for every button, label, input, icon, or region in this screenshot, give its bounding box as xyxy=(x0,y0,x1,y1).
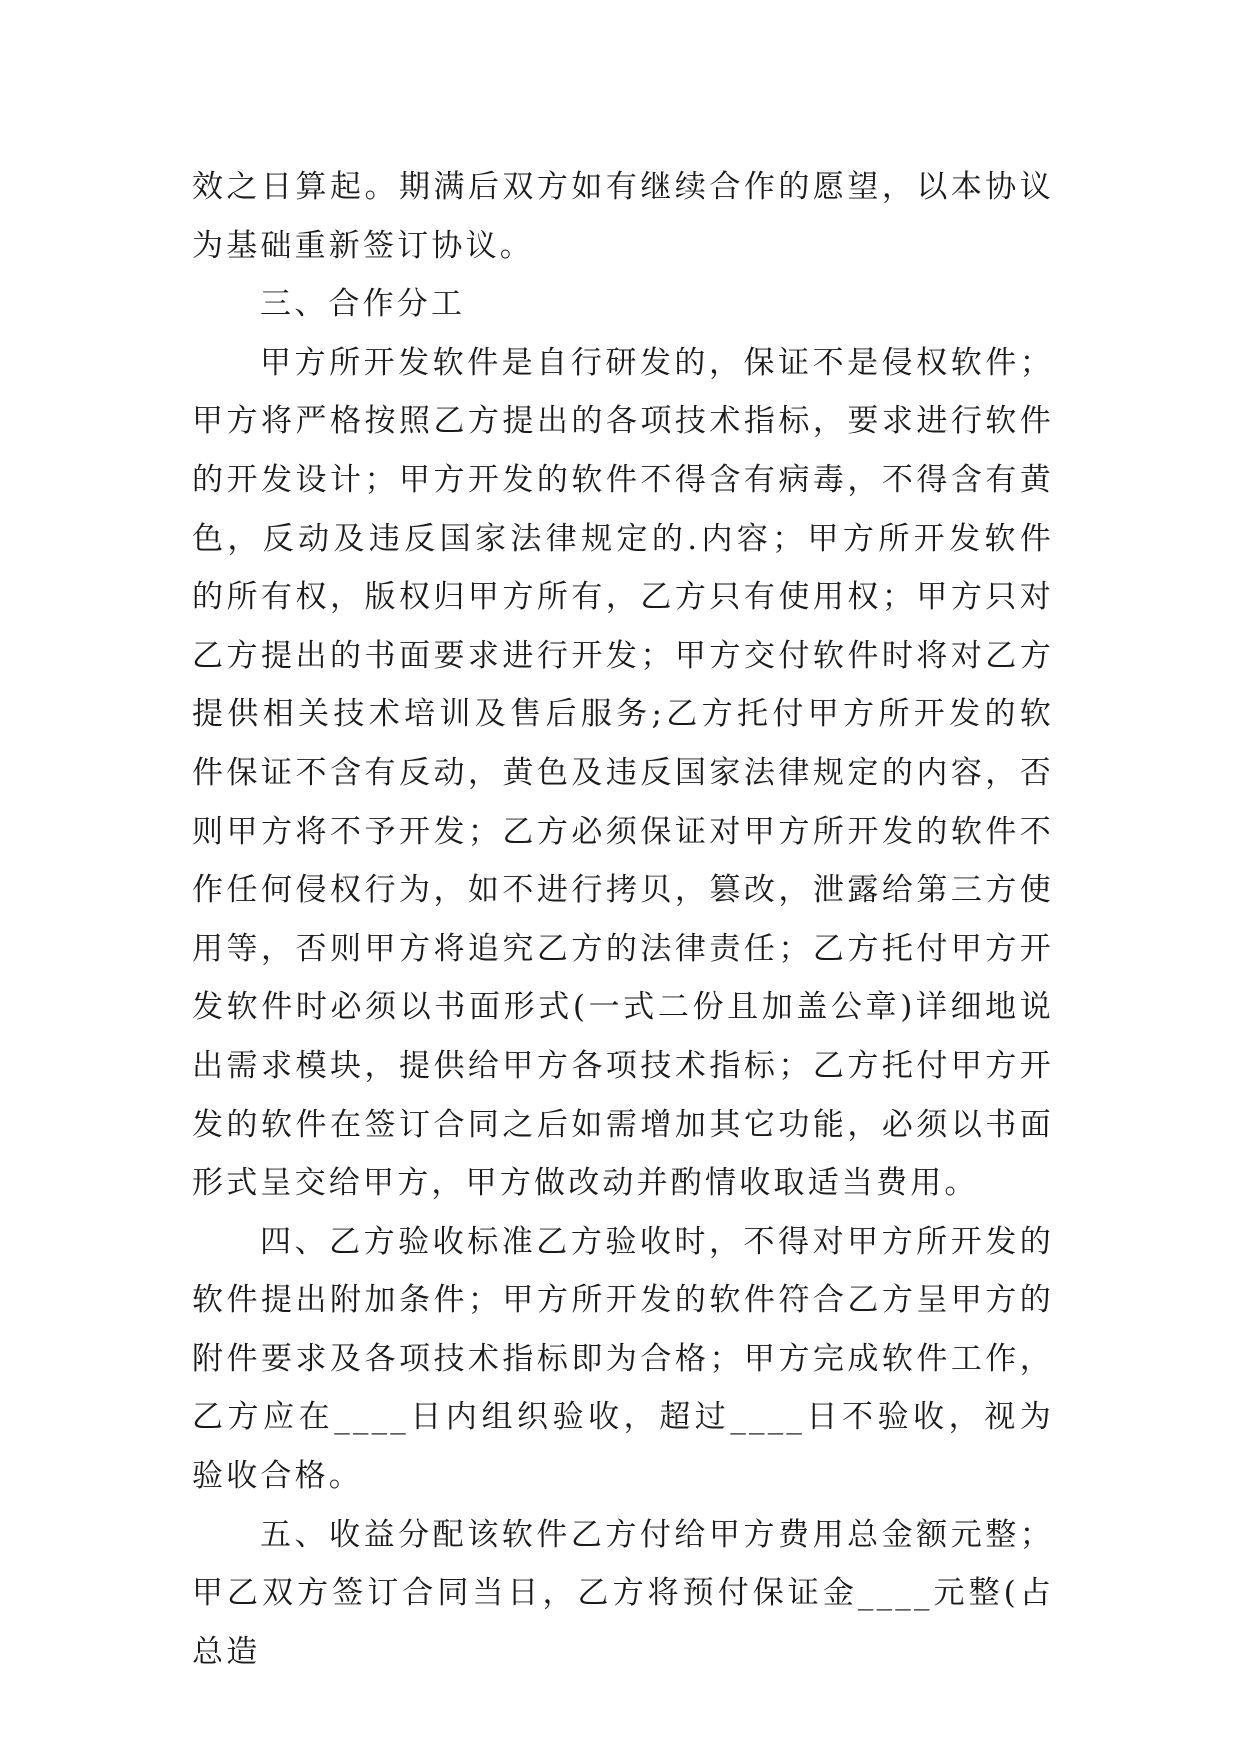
section-three-heading: 三、合作分工 xyxy=(260,286,466,323)
paragraph-continuation: 效之日算起。期满后双方如有继续合作的愿望，以本协议为基础重新签订协议。 xyxy=(192,169,1054,264)
section-three-body: 甲方所开发软件是自行研发的，保证不是侵权软件；甲方将严格按照乙方提出的各项技术指标，要求进行软件的开发设计；甲方开发的软件不得含有病毒，不得含有黄色，反动及违反国家法律规定的.内容；甲方所开发软件的所有权，版权归甲方所有，乙方只有使用权；甲方只对乙方提出的书面要求进行开发；甲方交付软件时将对乙方提供相关技术培训及售后服务;乙方托付甲方所开发的软件保证不含有反动，黄色及违反国家法律规定的内容，否则甲方将不予开发；乙方必须保证对甲方所开发的软件不作任何侵权行为，如不进行拷贝，篡改，泄露给第三方使用等，否则甲方将追究乙方的法律责任；乙方托付甲方开发软件时必须以书面形式(一式二份且加盖公章)详细地说出需求模块，提供给甲方各项技术指标；乙方托付甲方开发的软件在签订合同之后如需增加其它功能，必须以书面形式呈交给甲方，甲方做改动并酌情收取适当费用。 xyxy=(192,344,1054,1202)
section-five-revenue: 五、收益分配该软件乙方付给甲方费用总金额元整；甲乙双方签订合同当日，乙方将预付保证金____元整(占总造 xyxy=(192,1516,1054,1670)
section-four-acceptance: 四、乙方验收标准乙方验收时，不得对甲方所开发的软件提出附加条件；甲方所开发的软件符合乙方呈甲方的附件要求及各项技术指标即为合格；甲方完成软件工作，乙方应在____日内组织验收，超过____日不验收，视为验收合格。 xyxy=(192,1223,1054,1495)
contract-body xyxy=(192,158,1054,1681)
